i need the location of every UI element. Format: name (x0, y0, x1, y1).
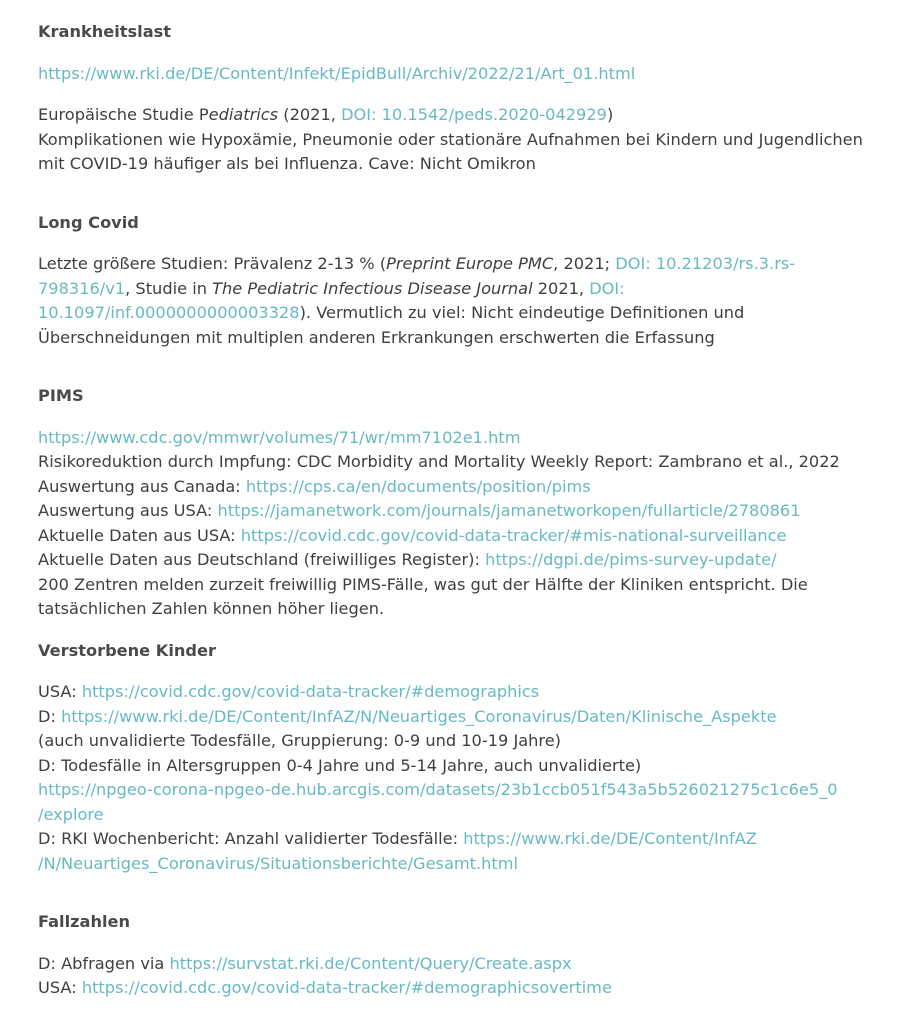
link-doi-inf[interactable]: DOI: 10.1097/inf.0000000000003328 (38, 278, 625, 322)
link-cdc-mis[interactable]: https://covid.cdc.gov/covid-data-tracker/#mis-national-surveillance (240, 525, 787, 545)
link-npgeo-arcgis[interactable] (38, 780, 838, 824)
long-covid-t3: , Studie in (125, 278, 213, 298)
journal-pidj: The Pediatric Infectious Disease Journal (212, 278, 533, 298)
fallzahlen-content (38, 952, 883, 1001)
long-covid-text (38, 252, 883, 350)
pims-l7: 200 Zentren melden zurzeit freiwillig PIMS-Fälle, was gut der Hälfte der Kliniken entspricht. Die tatsächlichen Zahlen können höher liegen. (38, 574, 808, 618)
verst-l1-label: USA: (38, 682, 82, 701)
pims-line2: Risikoreduktion durch Impfung: CDC Morbidity and Mortality Weekly Report: Zambrano et al., 2022 (38, 452, 840, 471)
link-jamanetwork[interactable]: https://jamanetwork.com/journals/jamanetworkopen/fullarticle/2780861 (217, 501, 801, 520)
fall-l2-label: USA: (38, 978, 82, 997)
pims-l4-label: Auswertung aus USA: (38, 501, 218, 520)
link-survstat[interactable]: https://survstat.rki.de/Content/Query/Create.aspx (169, 953, 572, 973)
heading-verstorbene-kinder: Verstorbene Kinder (38, 640, 216, 660)
heading-long-covid: Long Covid (38, 212, 139, 232)
pims-l5-label: Aktuelle Daten aus USA: (38, 525, 241, 545)
verst-l3: (auch unvalidierte Todesfälle, Gruppierung: 0-9 und 10-19 Jahre) (38, 731, 561, 750)
study-close: ) (606, 105, 614, 124)
krankheitslast-text: Komplikationen wie Hypoxämie, Pneumonie oder stationäre Aufnahmen bei Kindern und Jugendlichen mit COVID-19 häufiger als bei Influenza. Cave: Nicht Omikron (38, 129, 863, 173)
verst-l2-label: D: (38, 706, 62, 726)
pims-l6-label: Aktuelle Daten aus Deutschland (freiwilliges Register): (38, 550, 486, 569)
long-covid-t1: Letzte größere Studien: Prävalenz 2-13 % ( (38, 254, 387, 273)
heading-pims: PIMS (38, 386, 84, 405)
heading-fallzahlen: Fallzahlen (38, 912, 131, 931)
long-covid-t5: ). Vermutlich zu viel: Nicht eindeutige Definitionen und Überschneidungen mit multiplen anderen Erkrankungen erschwerten die Erfassung (38, 303, 745, 347)
verst-l4: D: Todesfälle in Altersgruppen 0-4 Jahre und 5-14 Jahre, auch unvalidierte) (38, 755, 642, 775)
verstorbene-content (38, 680, 883, 876)
link-npgeo-part-b: /explore (38, 804, 104, 824)
verst-l6-label: D: RKI Wochenbericht: Anzahl validierter Todesfälle: (38, 829, 464, 848)
krankheitslast-study (38, 103, 883, 177)
link-rki-epidbull[interactable]: https://www.rki.de/DE/Content/Infekt/EpidBull/Archiv/2022/21/Art_01.html (38, 63, 636, 83)
link-cdc-demographics[interactable]: https://covid.cdc.gov/covid-data-tracker/#demographics (81, 682, 540, 701)
study-journal: ediatrics (208, 105, 279, 124)
link-rki-klinische-aspekte[interactable]: https://www.rki.de/DE/Content/InfAZ/N/Neuartiges_Coronavirus/Daten/Klinische_Aspekte (61, 706, 777, 726)
link-npgeo-part-a: https://npgeo-corona-npgeo-de.hub.arcgis.com/datasets/23b1ccb051f543a5b526021275c1c6e5_0 (38, 780, 838, 799)
link-rki-sit-part-a: https://www.rki.de/DE/Content/InfAZ (463, 829, 757, 848)
long-covid-t4: 2021, (532, 278, 590, 298)
journal-preprint: Preprint Europe PMC (386, 254, 554, 273)
link-cdc-demographicsovertime[interactable]: https://covid.cdc.gov/covid-data-tracker/#demographicsovertime (81, 978, 612, 997)
krankheitslast-link-line (38, 62, 883, 87)
long-covid-t2: , 2021; (553, 254, 616, 273)
heading-krankheitslast: Krankheitslast (38, 22, 172, 41)
link-dgpi[interactable]: https://dgpi.de/pims-survey-update/ (485, 550, 777, 569)
pims-content (38, 426, 883, 622)
study-prefix: Europäische Studie P (38, 105, 209, 124)
study-year: (2021, (278, 105, 342, 124)
link-doi-peds[interactable]: DOI: 10.1542/peds.2020-042929 (341, 105, 607, 124)
pims-l3-label: Auswertung aus Canada: (38, 476, 246, 496)
link-cdc-mmwr[interactable]: https://www.cdc.gov/mmwr/volumes/71/wr/mm7102e1.htm (38, 427, 521, 447)
link-doi-rs[interactable]: DOI: 10.21203/rs.3.rs-798316/v1 (38, 254, 796, 298)
fall-l1-label: D: Abfragen via (38, 953, 170, 973)
link-cps-pims[interactable]: https://cps.ca/en/documents/position/pims (245, 476, 591, 496)
link-rki-sit-part-b: /N/Neuartiges_Coronavirus/Situationsberichte/Gesamt.html (38, 853, 519, 873)
